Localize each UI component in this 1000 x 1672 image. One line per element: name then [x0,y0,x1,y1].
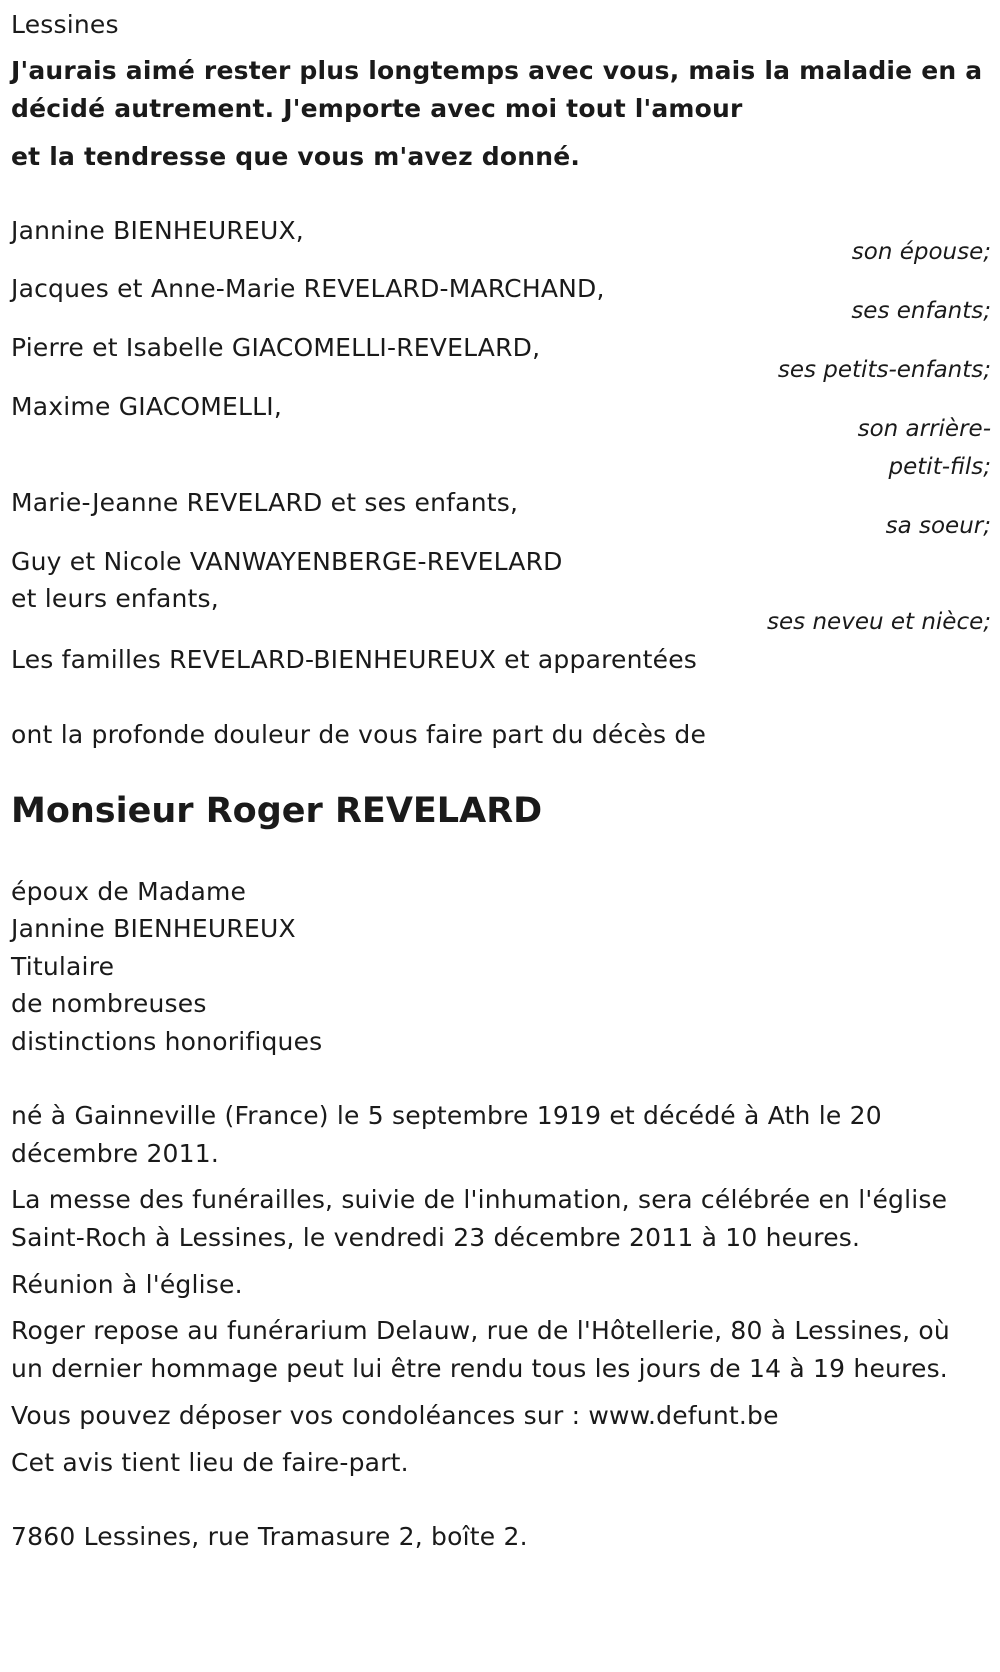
family-name-great-grandson: Maxime GIACOMELLI, [11,392,282,421]
condolences-text: Vous pouvez déposer vos condoléances sur : www.defunt.be [11,1401,779,1430]
birth-death-line-2: décembre 2011. [11,1139,220,1168]
address-text: 7860 Lessines, rue Tramasure 2, boîte 2. [11,1522,528,1551]
place-name: Lessines [11,10,119,39]
family-role-great-grandson-line-1: son arrière- [857,416,991,442]
quote-line-1: J'aurais aimé rester plus longtemps avec vous, mais la maladie en a [11,56,983,85]
family-role-children: ses enfants; [851,298,991,324]
deceased-detail-2: Jannine BIENHEUREUX [11,914,296,943]
deceased-detail-3: Titulaire [11,952,115,981]
family-name-spouse: Jannine BIENHEUREUX, [11,216,304,245]
family-name-families: Les familles REVELARD-BIENHEUREUX et apparentées [11,645,698,674]
funerarium-line-2: un dernier hommage peut lui être rendu tous les jours de 14 à 19 heures. [11,1354,948,1383]
funeral-line-1: La messe des funérailles, suivie de l'inhumation, sera célébrée en l'église [11,1185,948,1214]
meeting-text: Réunion à l'église. [11,1270,243,1299]
obituary-notice [11,0,991,1672]
funerarium-line-1: Roger repose au funérarium Delauw, rue de l'Hôtellerie, 80 à Lessines, où [11,1316,950,1345]
family-role-nephew: ses neveu et nièce; [767,609,991,635]
family-name-sister: Marie-Jeanne REVELARD et ses enfants, [11,488,519,517]
family-role-sister: sa soeur; [885,513,991,539]
deceased-name: Monsieur Roger REVELARD [11,791,543,831]
funeral-line-2: Saint-Roch à Lessines, le vendredi 23 décembre 2011 à 10 heures. [11,1223,861,1252]
family-name-nephew-line-2: et leurs enfants, [11,584,219,613]
family-role-great-grandson-line-2: petit-fils; [888,454,991,480]
quote-line-2: décidé autrement. J'emporte avec moi tout l'amour [11,94,743,123]
deceased-detail-4: de nombreuses [11,989,207,1018]
family-name-children: Jacques et Anne-Marie REVELARD-MARCHAND, [11,274,605,303]
notice-text: Cet avis tient lieu de faire-part. [11,1448,409,1477]
family-role-grandchildren: ses petits-enfants; [777,357,991,383]
family-name-nephew-line-1: Guy et Nicole VANWAYENBERGE-REVELARD [11,547,563,576]
birth-death-line-1: né à Gainneville (France) le 5 septembre 1919 et décédé à Ath le 20 [11,1101,882,1130]
deceased-detail-5: distinctions honorifiques [11,1027,323,1056]
announcement-text: ont la profonde douleur de vous faire part du décès de [11,720,707,749]
quote-line-3: et la tendresse que vous m'avez donné. [11,142,581,171]
family-role-spouse: son épouse; [851,239,991,265]
family-name-grandchildren: Pierre et Isabelle GIACOMELLI-REVELARD, [11,333,541,362]
deceased-detail-1: époux de Madame [11,877,247,906]
